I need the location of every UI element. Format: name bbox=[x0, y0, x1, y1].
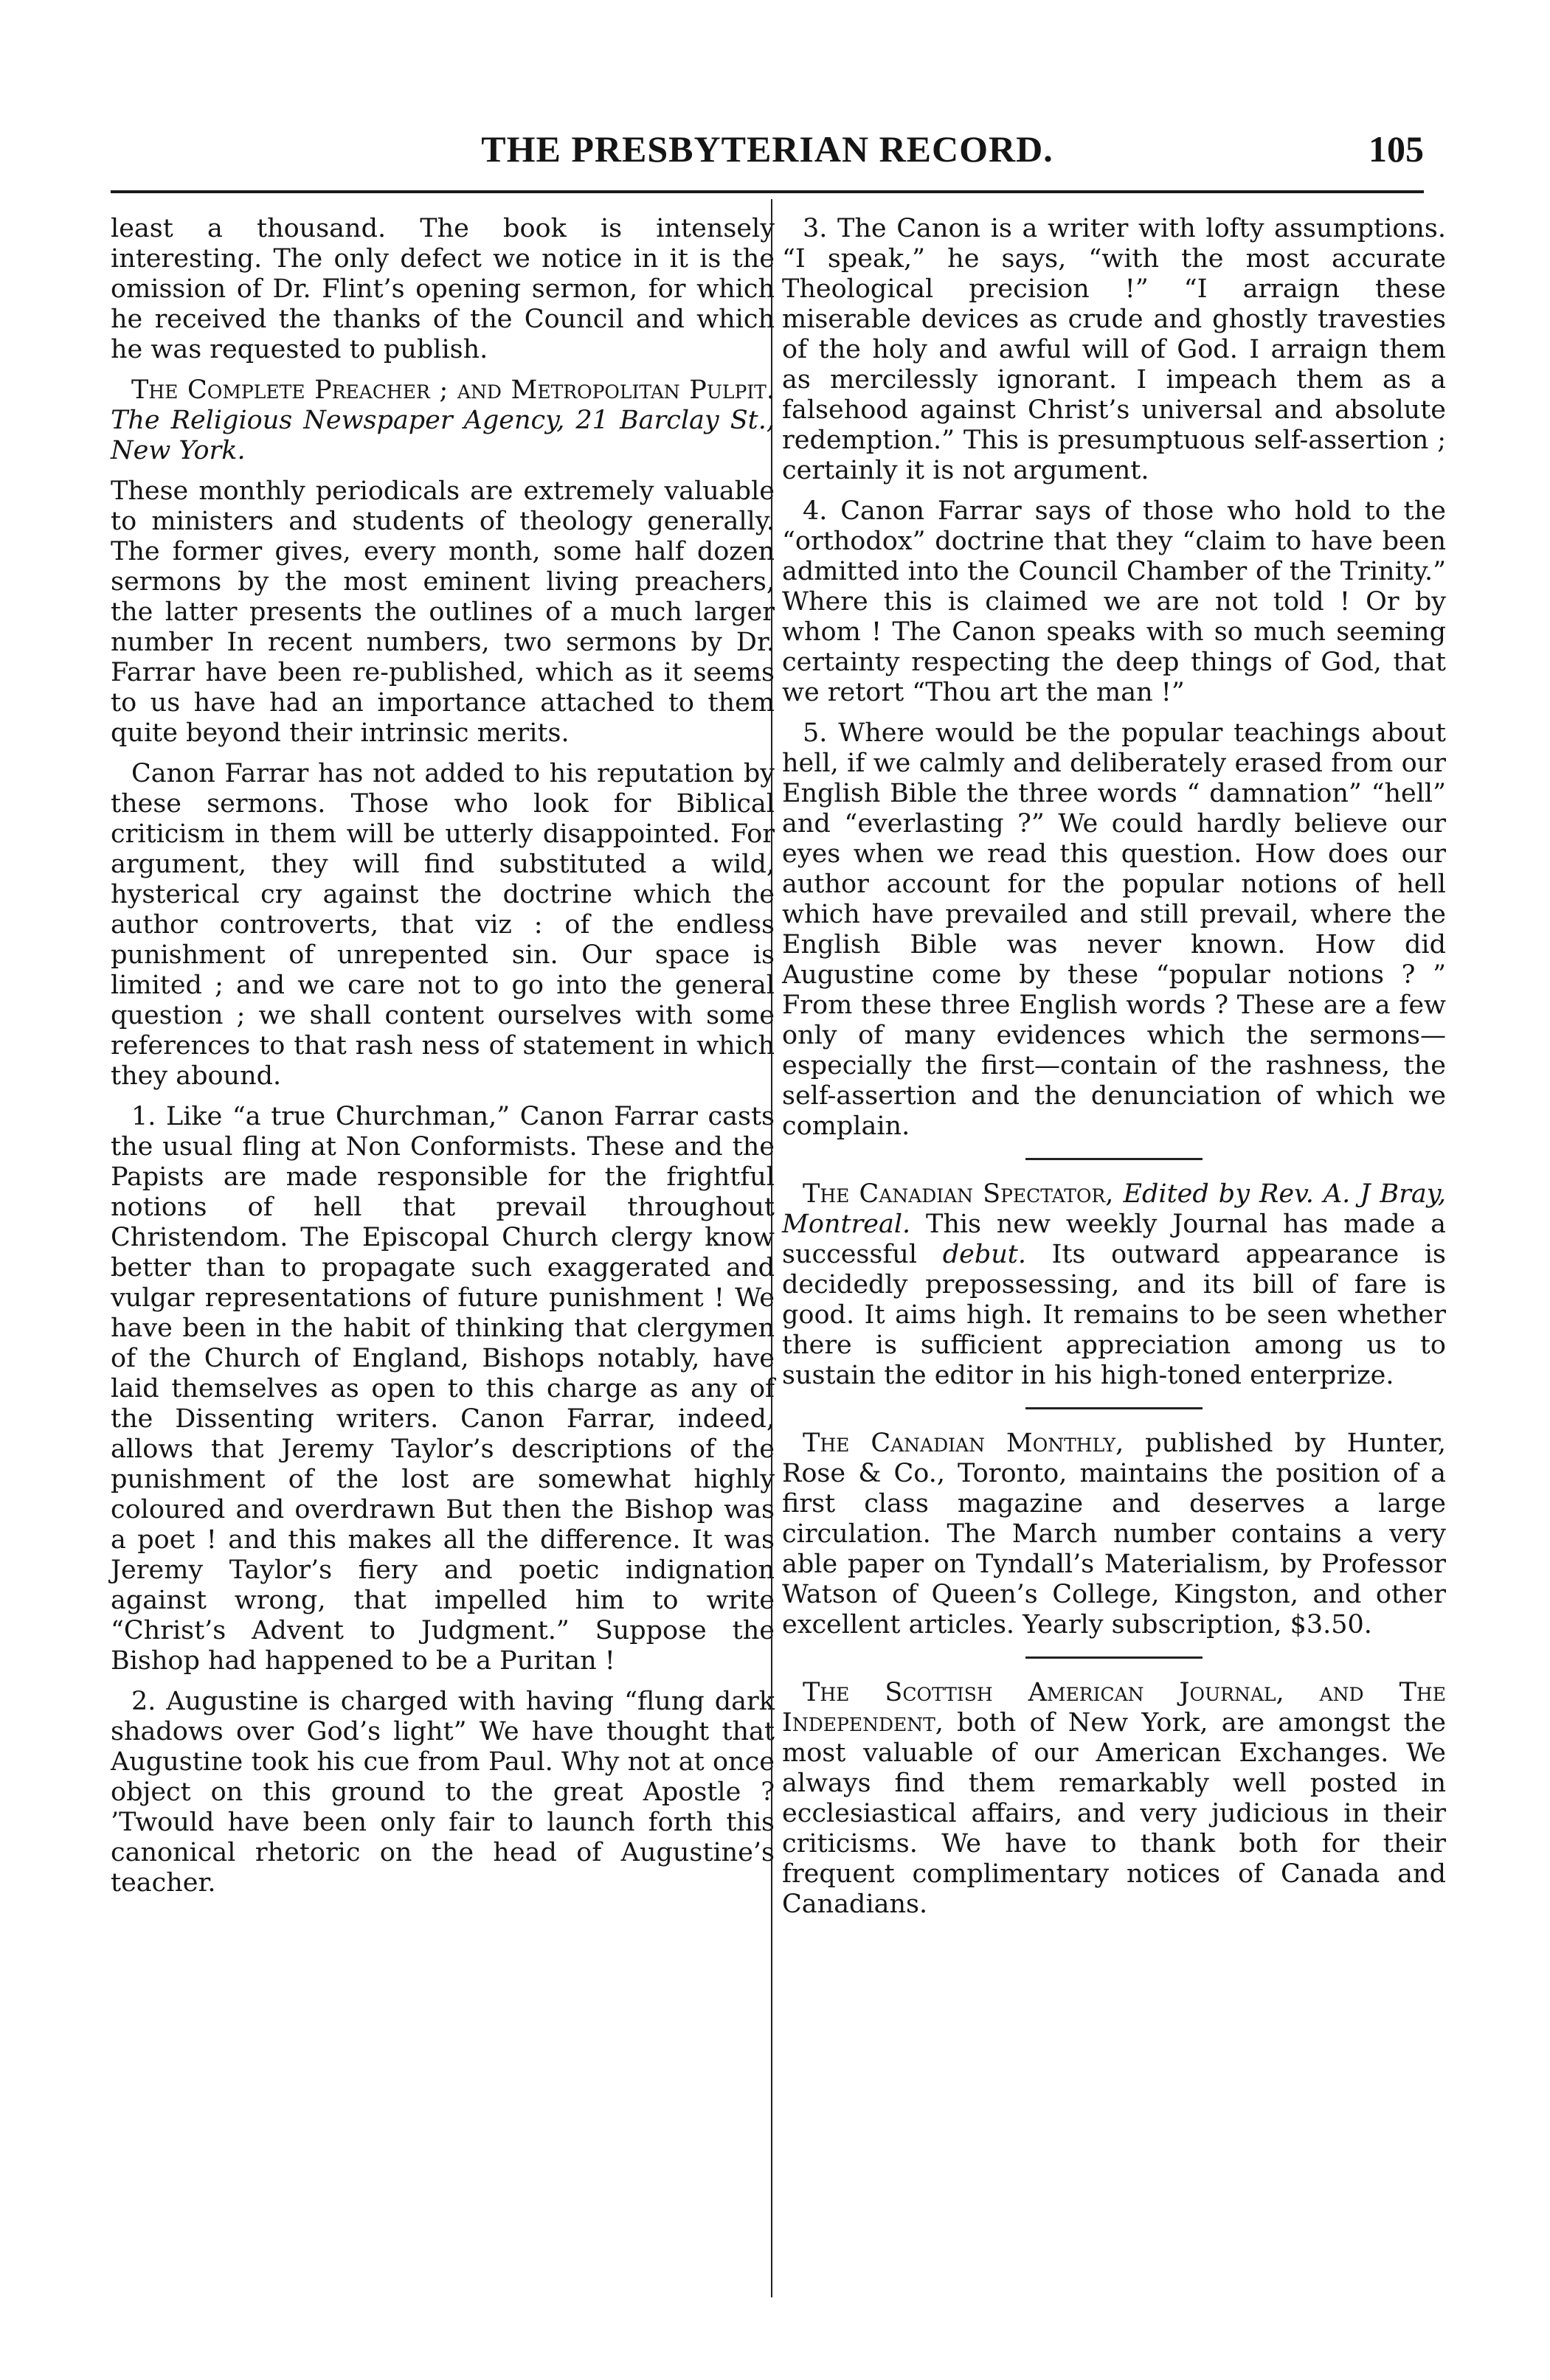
notice-text: both of New York, are amongst the most valuable of our American Exchanges. We always find them remarkably well posted in ecclesiastical affairs, and very judicious in their criticisms. We have to thank both for their frequent complimentary notices of Canada and Canadians. bbox=[782, 1708, 1446, 1919]
notice-editor: Edited by Rev. A. J Bray, Montreal. bbox=[782, 1179, 1446, 1239]
notice-canadian-spectator bbox=[782, 1179, 1446, 1391]
left-column bbox=[111, 214, 775, 1909]
section-divider bbox=[1025, 1158, 1203, 1160]
paragraph: 5. Where would be the popular teachings about hell, if we calmly and deliberately erased from our English Bible the three words “ damnation” “hell” and “everlasting ?” We could hardly believe our eyes when we read this question. How does our author account for the popular notions of hell which have prevailed and still prevail, where the English Bible was never known. How did Augustine come by these “popular notions ? ” From these three English words ? These are a few only of many evidences which the sermons—especially the first—contain of the rashness, the self-assertion and the denunciation of which we complain. bbox=[782, 718, 1446, 1141]
right-column bbox=[782, 214, 1446, 1930]
paragraph: 3. The Canon is a writer with lofty assumptions. “I speak,” he says, “with the most accurate Theological precision !” “I arraign these miserable devices as crude and ghostly travesties of the holy and awful will of God. I arraign them as mercilessly ignorant. I impeach them as a falsehood against Christ’s universal and absolute redemption.” This is presumptuous self-assertion ; certainly it is not argument. bbox=[782, 214, 1446, 485]
paragraph: Canon Farrar has not added to his reputation by these sermons. Those who look for Biblical criticism in them will be utterly disappointed. For argument, they will find substituted a wild, hysterical cry against the doctrine which the author controverts, that viz : of the endless punishment of unrepented sin. Our space is limited ; and we care not to go into the general question ; we shall content ourselves with some references to that rash ness of statement in which they abound. bbox=[111, 759, 775, 1091]
notice-scottish-american bbox=[782, 1678, 1446, 1920]
notice-text: Its outward appearance is decidedly prepossessing, and its bill of fare is good. It aims high. It remains to be seen whether there is sufficient appreciation among us to sustain the editor in his high-toned enterprize. bbox=[782, 1240, 1446, 1390]
notice-text: published by Hunter, Rose & Co., Toronto, maintains the position of a first class magazine and deserves a large circulation. The March number contains a very able paper on Tyndall’s Materialism, by Professor Watson of Queen’s College, Kingston, and other excellent articles. Yearly subscription, $3.50. bbox=[782, 1429, 1446, 1640]
section-divider bbox=[1025, 1656, 1203, 1659]
paragraph: 1. Like “a true Churchman,” Canon Farrar casts the usual fling at Non Conformists. These and the Papists are made responsible for the frightful notions of hell that prevail throughout Christendom. The Episcopal Church clergy know better than to propagate such exaggerated and vulgar representations of future punishment ! We have been in the habit of thinking that clergymen of the Church of England, Bishops notably, have laid themselves as open to this charge as any of the Dissenting writers. Canon Farrar, indeed, allows that Jeremy Taylor’s descriptions of the punishment of the lost are somewhat highly coloured and overdrawn But then the Bishop was a poet ! and this makes all the difference. It was Jeremy Taylor’s fiery and poetic indignation against wrong, that impelled him to write “Christ’s Advent to Judgment.” Suppose the Bishop had happened to be a Puritan ! bbox=[111, 1102, 775, 1676]
paragraph: These monthly periodicals are extremely valuable to ministers and students of theology generally. The former gives, every month, some half dozen sermons by the most eminent living preachers, the latter presents the outlines of a much larger number In recent numbers, two sermons by Dr. Farrar have been re-published, which as it seems to us have had an importance attached to them quite beyond their intrinsic merits. bbox=[111, 476, 775, 748]
notice-text: This new weekly Journal has made a successful bbox=[782, 1210, 1446, 1269]
notice-canadian-monthly bbox=[782, 1429, 1446, 1640]
notice-debut: debut. bbox=[942, 1240, 1026, 1269]
header-rule bbox=[111, 190, 1424, 193]
notice-publisher: The Religious Newspaper Agency, 21 Barclay St., New York. bbox=[111, 406, 775, 465]
running-title: THE PRESBYTERIAN RECORD. bbox=[481, 128, 1053, 170]
notice-complete-preacher bbox=[111, 375, 775, 466]
notice-title: The Canadian Monthly, bbox=[803, 1429, 1124, 1458]
page-header bbox=[103, 122, 1431, 181]
page-number: 105 bbox=[1369, 128, 1424, 170]
paragraph: 4. Canon Farrar says of those who hold to the “orthodox” doctrine that they “claim to have been admitted into the Council Chamber of the Trinity.” Where this is claimed we are not told ! Or by whom ! The Canon speaks with so much seeming certainty respecting the deep things of God, that we retort “Thou art the man !” bbox=[782, 496, 1446, 707]
notice-title: The Scottish American Journal, and The Independent, bbox=[782, 1678, 1446, 1738]
notice-title: The Canadian Spectator, bbox=[803, 1179, 1114, 1209]
paragraph: least a thousand. The book is intensely interesting. The only defect we notice in it is the omission of Dr. Flint’s opening sermon, for which he received the thanks of the Council and which he was requested to publish. bbox=[111, 214, 775, 364]
notice-title: The Complete Preacher ; and Metropolitan Pulpit. bbox=[131, 375, 775, 405]
paragraph: 2. Augustine is charged with having “flung dark shadows over God’s light” We have thought that Augustine took his cue from Paul. Why not at once object on this ground to the great Apostle ? ’Twould have been only fair to launch forth this canonical rhetoric on the head of Augustine’s teacher. bbox=[111, 1687, 775, 1898]
section-divider bbox=[1025, 1407, 1203, 1409]
